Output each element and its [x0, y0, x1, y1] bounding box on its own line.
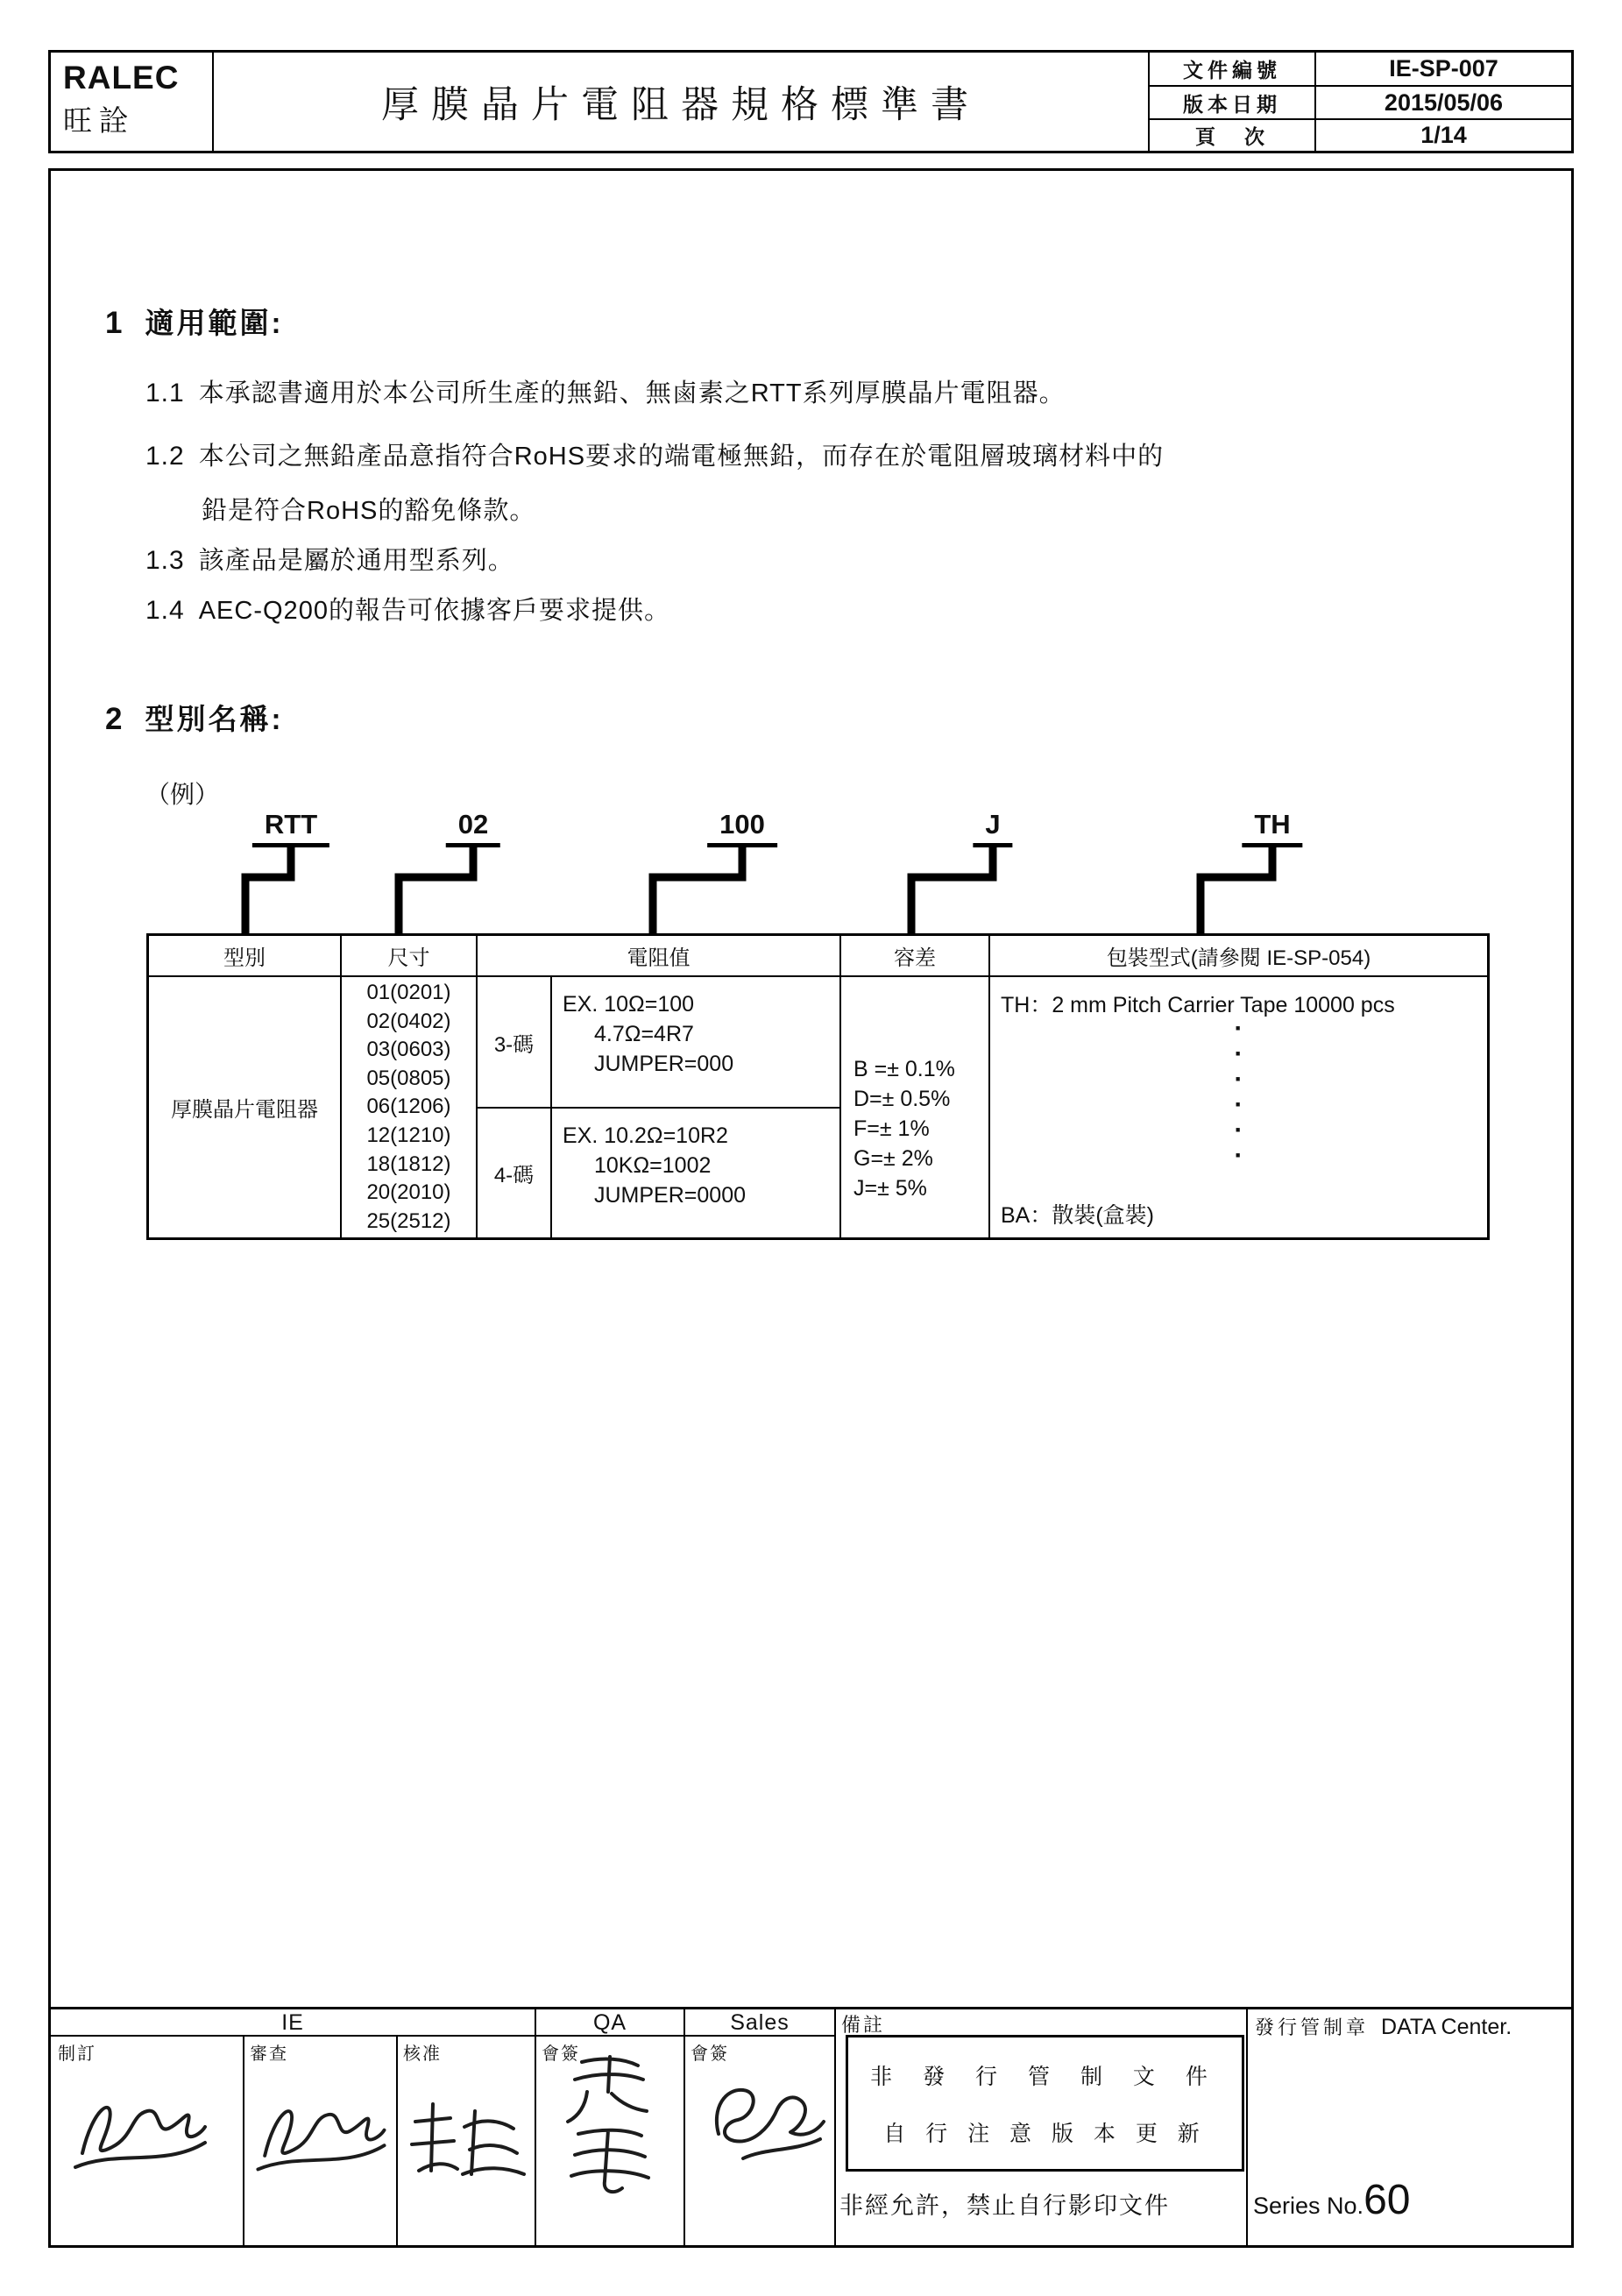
remark-line-1: 非 發 行 管 制 文 件	[870, 2064, 1220, 2089]
scope-item-3: 1.3 該產品是屬於通用型系列。	[145, 546, 514, 575]
issue-stamp-row	[1255, 2013, 1512, 2040]
footer-divider	[396, 2035, 398, 2245]
scope-item-2: 1.2 本公司之無鉛產品意指符合RoHS要求的端電極無鉛，而存在於電阻層玻璃材料中的	[145, 442, 1165, 471]
signature-review	[245, 2086, 394, 2184]
packaging-ellipsis: · · · · · ·	[1234, 1014, 1243, 1170]
signature-countersign-qa	[540, 2046, 682, 2202]
code-series: RTT	[252, 809, 329, 847]
section2-heading	[105, 697, 283, 738]
dept-qa: QA	[592, 2010, 627, 2035]
page-number-label: 頁 次	[1195, 125, 1269, 148]
footer-divider	[243, 2035, 244, 2245]
document-title: 厚膜晶片電阻器規格標準書	[381, 83, 981, 126]
cell-sizes: 01(0201) 02(0402) 03(0603) 05(0805) 06(1206) 12(1210) 18(1812) 20(2010) 25(2512)	[340, 977, 476, 1237]
dept-sales: Sales	[730, 2010, 790, 2035]
section1-title: 適用範圍:	[145, 307, 284, 339]
signature-countersign-sales	[691, 2064, 832, 2182]
footer-divider	[535, 2007, 536, 2245]
role-countersign-qa: 會簽	[542, 2044, 580, 2064]
section1-heading	[105, 301, 283, 342]
scope-item-2-continued: 鉛是符合RoHS的豁免條款。	[202, 497, 536, 525]
header-table	[48, 50, 1574, 153]
footer-divider	[684, 2007, 685, 2245]
cell-digits-4: 4-碼	[476, 1107, 550, 1237]
code-size: 02	[446, 809, 500, 847]
cell-packaging	[988, 977, 1487, 1237]
packaging-tape: TH：2 mm Pitch Carrier Tape 10000 pcs	[1001, 993, 1395, 1017]
company-logo-cell	[51, 53, 214, 151]
code-resistance: 100	[707, 809, 777, 847]
col-header-size: 尺寸	[340, 936, 476, 977]
role-countersign-sales: 會簽	[691, 2044, 729, 2064]
role-approve: 核准	[403, 2044, 442, 2064]
footer-divider	[1246, 2007, 1248, 2245]
dept-ie: IE	[281, 2010, 304, 2035]
col-header-tolerance: 容差	[839, 936, 988, 977]
code-connector-lines	[51, 847, 1576, 935]
cell-tolerances: B =± 0.1% D=± 0.5% F=± 1% G=± 2% J=± 5%	[839, 977, 988, 1237]
col-header-resistance: 電阻值	[476, 936, 839, 977]
version-date-label: 版本日期	[1183, 92, 1281, 116]
section2-number: 2	[105, 702, 123, 736]
remark-label: 備註	[841, 2014, 886, 2036]
code-tolerance: J	[973, 809, 1012, 847]
role-draft: 制訂	[58, 2044, 96, 2064]
signature-draft	[67, 2081, 211, 2182]
code-packaging: TH	[1242, 809, 1302, 847]
section2-title: 型別名稱:	[145, 703, 284, 735]
series-number: Series No. 60	[1253, 2177, 1411, 2223]
col-header-type: 型別	[149, 936, 340, 977]
doc-number-label: 文件編號	[1183, 59, 1281, 81]
example-label: （例）	[145, 781, 220, 808]
footer-top-line	[51, 2007, 1571, 2009]
page-number-value: 1/14	[1420, 122, 1467, 148]
issue-stamp-label: 發行管制章	[1255, 2016, 1370, 2038]
packaging-bulk: BA：散裝(盒裝)	[1001, 1203, 1155, 1228]
col-header-packaging: 包裝型式(請參閱 IE-SP-054)	[988, 936, 1487, 977]
company-name-chinese: 旺詮	[63, 104, 135, 137]
issue-stamp-value: DATA Center.	[1381, 2015, 1512, 2039]
scope-item-4: 1.4 AEC-Q200的報告可依據客戶要求提供。	[145, 596, 670, 625]
doc-number-value: IE-SP-007	[1389, 55, 1498, 81]
section1-number: 1	[105, 306, 123, 340]
cell-digits-3: 3-碼	[476, 977, 550, 1107]
company-name: RALEC	[63, 60, 180, 96]
cell-resistance-3: EX. 10Ω=100 4.7Ω=4R7 JUMPER=000	[550, 977, 839, 1107]
remark-box	[846, 2035, 1244, 2172]
content-box	[48, 168, 1574, 2248]
cell-resistance-4: EX. 10.2Ω=10R2 10KΩ=1002 JUMPER=0000	[550, 1107, 839, 1237]
version-date-value: 2015/05/06	[1384, 89, 1504, 116]
signature-approve	[401, 2090, 535, 2193]
role-review: 審查	[250, 2044, 288, 2064]
cell-type: 厚膜晶片電阻器	[171, 1098, 318, 1122]
remark-bottom: 非經允許，禁止自行影印文件	[839, 2193, 1170, 2219]
remark-line-2: 自 行 注 意 版 本 更 新	[883, 2121, 1207, 2146]
part-number-table	[146, 933, 1490, 1240]
scope-item-1: 1.1 本承認書適用於本公司所生產的無鉛、無鹵素之RTT系列厚膜晶片電阻器。	[145, 379, 1066, 407]
footer-divider	[834, 2007, 836, 2245]
